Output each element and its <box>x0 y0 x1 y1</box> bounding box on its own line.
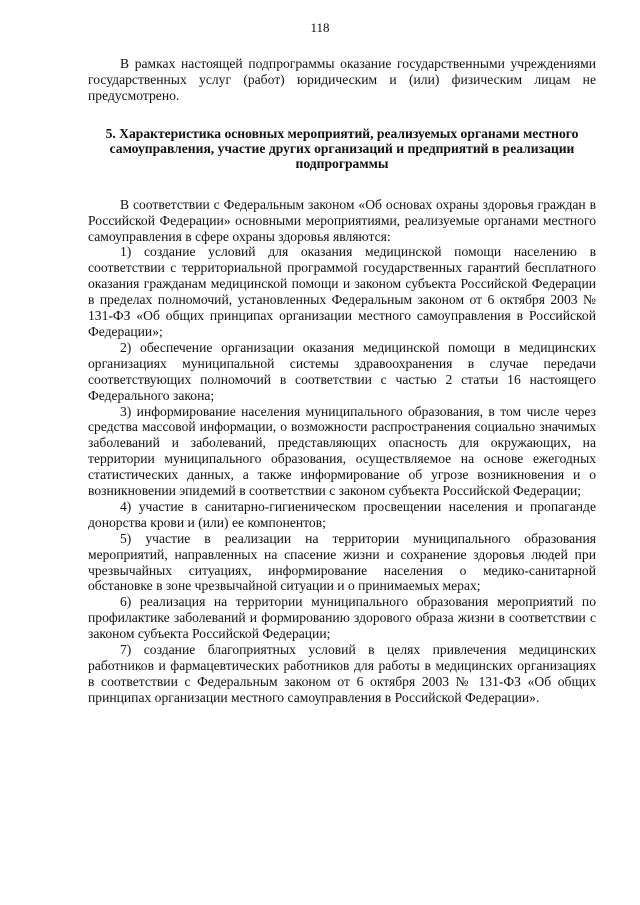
lead-paragraph: В соответствии с Федеральным законом «Об основах охраны здоровья граждан в Российской Федерации» основными мероприятиями, реализуемые органами местного самоуправления в сфере охраны здоровья являются: <box>88 196 596 244</box>
list-item-3: 3) информирование населения муниципального образования, в том числе через средства массовой информации, о возможности распространения социально значимых заболеваний и заболеваний, представляющих опасность для окружающих, на территории муниципального образования, осуществляемое на основе ежегодных статистических данных, а также информирование об угрозе возникновения и о возникновении эпидемий в соответствии с законом субъекта Российской Федерации; <box>88 403 596 499</box>
list-item-5: 5) участие в реализации на территории муниципального образования мероприятий, направленных на спасение жизни и сохранение здоровья людей при чрезвычайных ситуациях, информирование населения о медико-санитарной обстановке в зоне чрезвычайной ситуации и о принимаемых мерах; <box>88 530 596 594</box>
intro-paragraph: В рамках настоящей подпрограммы оказание государственными учреждениями государственных услуг (работ) юридическим и (или) физическим лицам не предусмотрено. <box>88 56 596 103</box>
list-item-2: 2) обеспечение организации оказания медицинской помощи в медицинских организациях муниципальной системы здравоохранения в случае передачи соответствующих полномочий в соответствии с частью 2 статьи 16 настоящего Федерального закона; <box>88 339 596 403</box>
list-item-7: 7) создание благоприятных условий в целях привлечения медицинских работников и фармацевтических работников для работы в медицинских организациях в соответствии с Федеральным законом от 6 октября 2003 № 131-ФЗ «Об общих принципах организации местного самоуправления в Российской Федерации». <box>88 642 596 705</box>
page-number: 118 <box>310 20 330 35</box>
list-item-6: 6) реализация на территории муниципального образования мероприятий по профилактике заболеваний и формированию здорового образа жизни в соответствии с законом субъекта Российской Федерации; <box>88 594 596 642</box>
page-content <box>88 56 596 706</box>
section-heading: 5. Характеристика основных мероприятий, реализуемых органами местного самоуправления, участие других организаций и предприятий в реализации подпрограммы <box>105 125 579 171</box>
list-item-4: 4) участие в санитарно-гигиеническом просвещении населения и пропаганде донорства крови и (или) ее компонентов; <box>88 498 596 530</box>
list-item-1: 1) создание условий для оказания медицинской помощи населению в соответствии с территориальной программой государственных гарантий бесплатного оказания гражданам медицинской помощи и законом субъекта Российской Федерации в пределах полномочий, установленных Федеральным законом от 6 октября 2003 № 131-ФЗ «Об общих принципах организации местного самоуправления в Российской Федерации»; <box>88 244 596 339</box>
